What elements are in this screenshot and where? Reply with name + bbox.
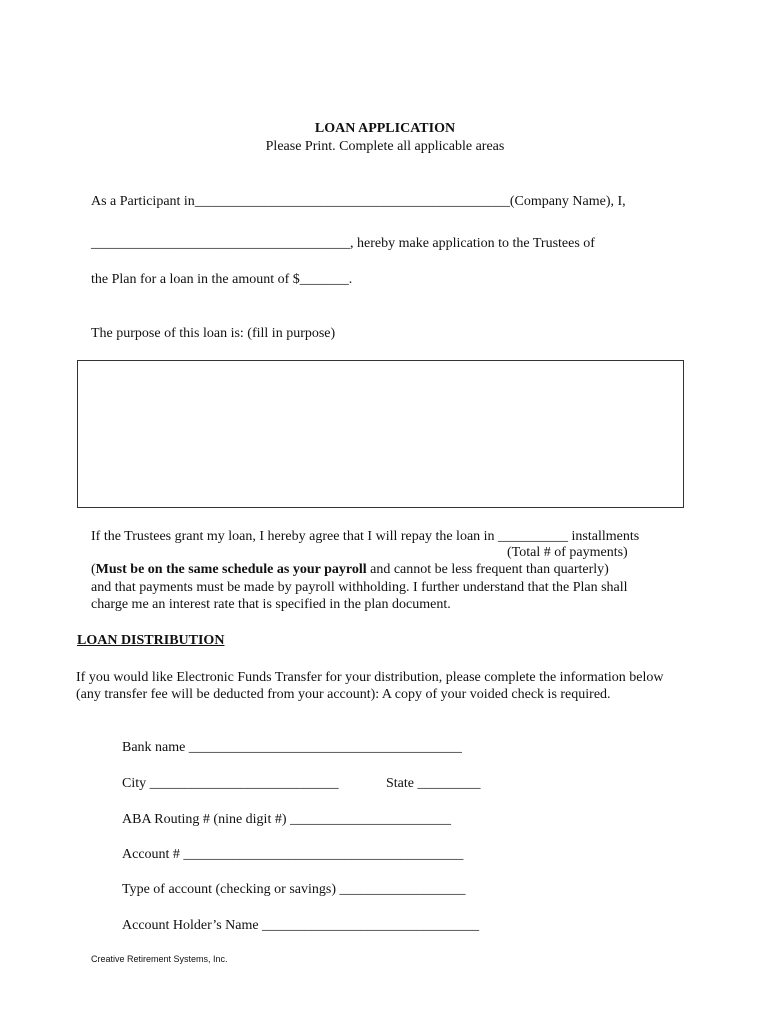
- applicant-name-field[interactable]: _____________________________________: [91, 236, 350, 251]
- loan-amount-field[interactable]: _______: [299, 272, 349, 287]
- payroll-schedule-note: Must be on the same schedule as your payroll: [95, 562, 367, 577]
- repay-line-4: and that payments must be made by payroll withholding. I further understand that the Plan shall: [91, 580, 628, 595]
- repay-line-1: If the Trustees grant my loan, I hereby agree that I will repay the loan in __________ installments: [91, 529, 640, 544]
- document-title: LOAN APPLICATION: [314, 121, 456, 136]
- repay-line-5: charge me an interest rate that is specified in the plan document.: [91, 597, 451, 612]
- purpose-label: The purpose of this loan is: (fill in purpose): [91, 326, 336, 341]
- footer-company: Creative Retirement Systems, Inc.: [91, 954, 228, 964]
- amount-line: [91, 272, 352, 288]
- participant-suffix: (Company Name), I,: [509, 194, 626, 209]
- purpose-text-box[interactable]: [77, 360, 684, 508]
- aba-routing-field[interactable]: ABA Routing # (nine digit #) _______________________: [122, 812, 451, 827]
- amount-line-text: the Plan for a loan in the amount of $: [91, 272, 300, 287]
- participant-line: [91, 194, 626, 210]
- loan-distribution-heading: LOAN DISTRIBUTION: [77, 633, 225, 648]
- company-name-field[interactable]: _____________________________________________: [194, 194, 510, 209]
- repay-line-3-rest: and cannot be less frequent than quarterly): [366, 562, 609, 577]
- applicant-line-text: , hereby make application to the Trustees of: [350, 236, 595, 251]
- applicant-line: [91, 236, 595, 252]
- repay-line-3: [91, 562, 609, 578]
- city-field[interactable]: City ___________________________: [122, 776, 339, 791]
- account-number-field[interactable]: Account # ________________________________________: [122, 847, 464, 862]
- repay-total-payments-caption: (Total # of payments): [507, 545, 628, 560]
- distribution-paragraph: If you would like Electronic Funds Transfer for your distribution, please complete the information below (any transfer fee will be deducted from your account): A copy of your voided check is required.: [76, 670, 664, 702]
- account-type-field[interactable]: Type of account (checking or savings) __________________: [122, 882, 466, 897]
- bank-name-field[interactable]: Bank name _______________________________________: [122, 740, 462, 755]
- state-field[interactable]: State _________: [386, 776, 481, 791]
- participant-prefix: As a Participant in: [91, 194, 195, 209]
- repay-open-paren: (: [91, 562, 96, 577]
- amount-line-end: .: [348, 272, 353, 287]
- document-subtitle: Please Print. Complete all applicable areas: [265, 139, 505, 154]
- account-holder-field[interactable]: Account Holder’s Name _______________________________: [122, 918, 480, 933]
